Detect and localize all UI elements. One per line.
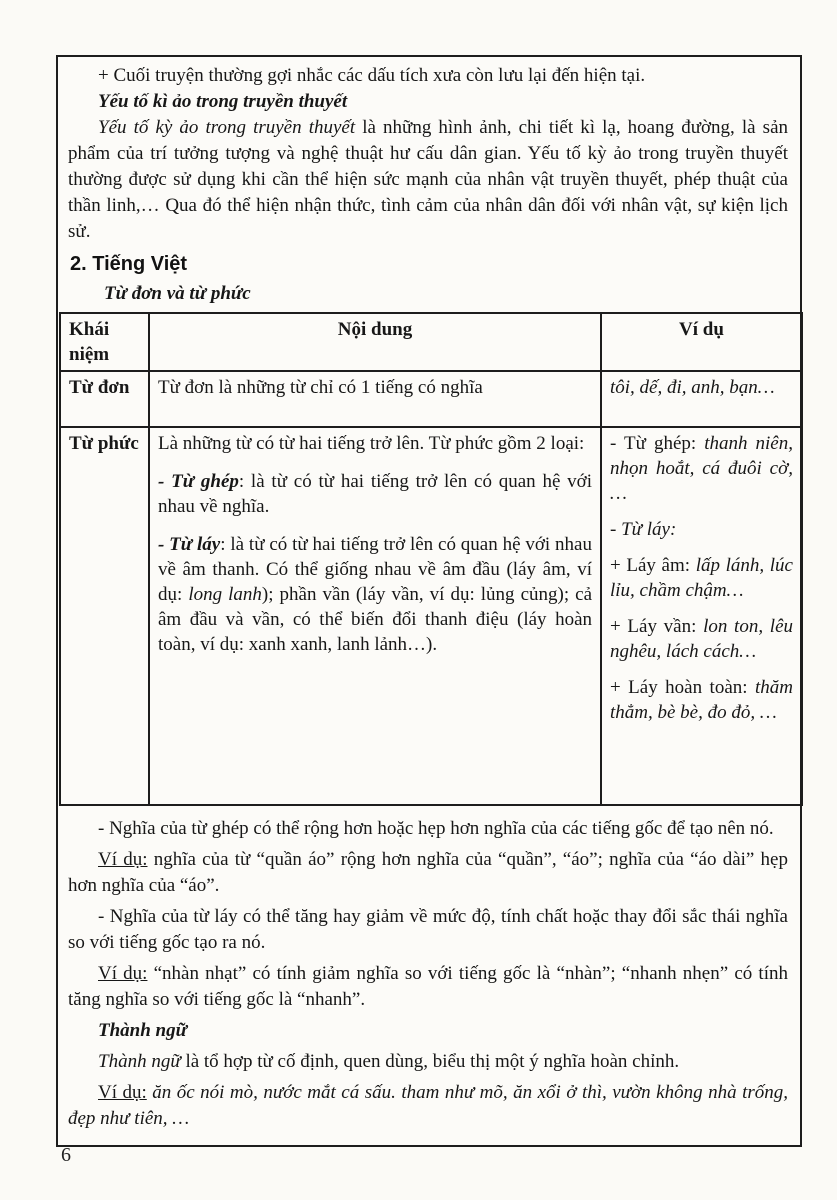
example-lay-ht-label: + Láy hoàn toàn: xyxy=(610,677,755,698)
vidu-1-label: Ví dụ: xyxy=(98,849,148,870)
tu-lay-example-inline: long lanh xyxy=(188,584,262,605)
note-vidu-2 xyxy=(68,961,788,1013)
term-tu-don: Từ đơn xyxy=(60,371,149,427)
tu-ghep-definition xyxy=(158,469,592,519)
vidu-2-label: Ví dụ: xyxy=(98,963,148,984)
page-number: 6 xyxy=(61,1144,71,1166)
tu-lay-text-2: ); phần vần (láy vần, ví dụ: lủng củng); cả âm đầu và vần, có thể biến đổi thanh điệu (láy hoàn toàn, ví dụ: xanh xanh, lanh lảnh…). xyxy=(158,584,593,655)
table-row-tu-don xyxy=(60,371,802,427)
example-lay-ht-items: thăm thẳm, bè bè, đo đỏ, … xyxy=(610,677,793,723)
tu-lay-text-1: : là từ có từ hai tiếng trở lên có quan hệ với nhau về âm thanh. Có thể giống nhau về âm đầu (láy âm, ví dụ: xyxy=(158,534,592,605)
tu-lay-label: - Từ láy xyxy=(158,534,221,555)
tu-don-definition-text: Từ đơn là những từ chỉ có 1 tiếng có nghĩa xyxy=(158,377,483,398)
idiom-definition-lead: Thành ngữ xyxy=(98,1051,181,1072)
tu-ghep-label: - Từ ghép xyxy=(158,471,239,492)
tu-don-example-text: tôi, dế, đi, anh, bạn… xyxy=(610,377,775,398)
note-vidu-3 xyxy=(68,1080,788,1132)
fantasy-paragraph-lead: Yếu tố kỳ ảo trong truyền thuyết xyxy=(98,117,356,138)
header-concept: Khái niệm xyxy=(60,313,149,371)
header-example: Ví dụ xyxy=(601,313,802,371)
idiom-heading: Thành ngữ xyxy=(98,1020,188,1041)
idiom-definition xyxy=(68,1049,788,1075)
example-tu-ghep xyxy=(610,431,793,506)
tu-ghep-text: : là từ có từ hai tiếng trở lên có quan hệ với nhau về nghĩa. xyxy=(158,471,592,517)
content-border xyxy=(56,55,802,1147)
example-lay-van-items: lon ton, lêu nghêu, lách cách… xyxy=(610,616,793,662)
fantasy-element-heading: Yếu tố kì ảo trong truyền thuyết xyxy=(98,91,348,112)
example-tu-lay xyxy=(610,517,793,542)
example-lay-van-label: + Láy vần: xyxy=(610,616,704,637)
note-tu-ghep-meaning: - Nghĩa của từ ghép có thể rộng hơn hoặc hẹp hơn nghĩa của các tiếng gốc để tạo nên nó. xyxy=(98,818,774,839)
term-tu-phuc: Từ phức xyxy=(60,427,149,805)
tu-don-example xyxy=(601,371,802,427)
example-lay-van xyxy=(610,614,793,664)
table-header-row xyxy=(60,313,802,371)
example-lay-am-items: lấp lánh, lúc lỉu, chầm chậm… xyxy=(610,555,793,601)
tu-phuc-intro: Là những từ có từ hai tiếng trở lên. Từ phức gồm 2 loại: xyxy=(158,433,585,454)
vidu-3-text: ăn ốc nói mò, nước mắt cá sấu. tham như mõ, ăn xổi ở thì, vườn không nhà trống, đẹp như tiên, … xyxy=(68,1082,788,1129)
section-subtitle: Từ đơn và từ phức xyxy=(104,283,251,304)
notes-section xyxy=(68,816,788,1132)
vidu-2-text: “nhàn nhạt” có tính giảm nghĩa so với tiếng gốc là “nhàn”; “nhanh nhẹn” có tính tăng nghĩa so với tiếng gốc là “nhanh”. xyxy=(68,963,788,1010)
tu-phuc-definition xyxy=(149,427,601,805)
vidu-3-label: Ví dụ: xyxy=(98,1082,147,1103)
note-tu-lay-meaning: - Nghĩa của từ láy có thể tăng hay giảm về mức độ, tính chất hoặc thay đổi sắc thái nghĩa so với tiếng gốc tạo ra nó. xyxy=(68,906,788,953)
fantasy-paragraph-body: là những hình ảnh, chi tiết kì lạ, hoang đường, là sản phẩm của trí tưởng tượng và nghệ thuật hư cấu dân gian. Yếu tố kỳ ảo trong truyền thuyết thường được sử dụng khi cần thể hiện sức mạnh của nhân vật truyền thuyết, phép thuật của thần linh,… Qua đó thể hiện nhận thức, tình cảm của nhân dân đối với nhân vật, sự kiện lịch sử. xyxy=(68,117,789,242)
example-tu-ghep-items: thanh niên, nhọn hoắt, cá đuôi cờ, … xyxy=(610,433,793,504)
closing-note-line: + Cuối truyện thường gợi nhắc các dấu tích xưa còn lưu lại đến hiện tại. xyxy=(98,65,646,86)
example-lay-am-label: + Láy âm: xyxy=(610,555,696,576)
example-lay-am xyxy=(610,553,793,603)
table-row-tu-phuc xyxy=(60,427,802,805)
example-tu-lay-label: - Từ láy: xyxy=(610,519,677,540)
word-types-table xyxy=(59,312,803,806)
tu-don-definition xyxy=(149,371,601,427)
tu-lay-definition xyxy=(158,532,592,657)
fantasy-element-paragraph xyxy=(68,115,788,245)
tu-phuc-examples xyxy=(601,427,802,805)
example-lay-hoan-toan xyxy=(610,675,793,725)
vidu-1-text: nghĩa của từ “quần áo” rộng hơn nghĩa của “quần”, “áo”; nghĩa của “áo dài” hẹp hơn nghĩa của “áo”. xyxy=(68,849,788,896)
example-tu-ghep-label: - Từ ghép: xyxy=(610,433,705,454)
header-content: Nội dung xyxy=(149,313,601,371)
idiom-definition-text: là tổ hợp từ cố định, quen dùng, biểu thị một ý nghĩa hoàn chỉnh. xyxy=(180,1051,680,1072)
note-vidu-1 xyxy=(68,847,788,899)
section-title-tieng-viet: 2. Tiếng Việt xyxy=(70,253,188,275)
